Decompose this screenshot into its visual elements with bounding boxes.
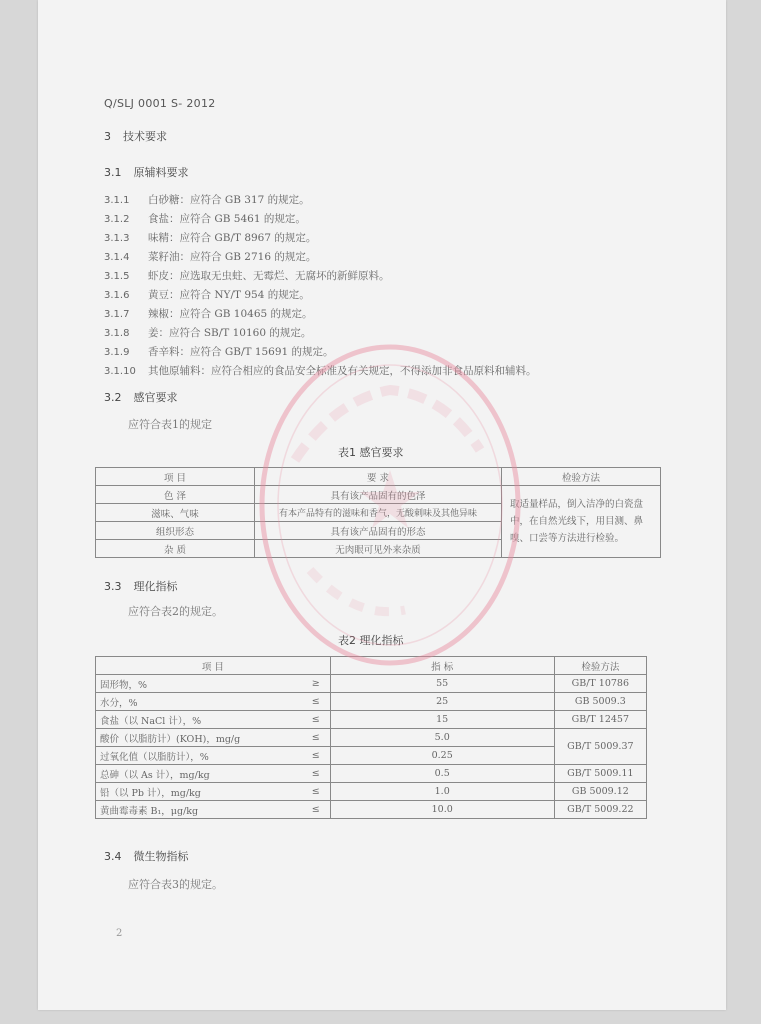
section-number: 3.1 xyxy=(104,166,122,179)
list-item: 3.1.1 白砂糖：应符合 GB 317 的规定。 xyxy=(104,194,310,206)
section-title: 感官要求 xyxy=(133,391,178,404)
table-row xyxy=(96,783,647,801)
list-item: 3.1.4 菜籽油：应符合 GB 2716 的规定。 xyxy=(104,251,317,263)
list-item: 3.1.8 姜：应符合 SB/T 10160 的规定。 xyxy=(104,327,312,339)
table-row xyxy=(96,801,647,819)
list-item: 3.1.3 味精：应符合 GB/T 8967 的规定。 xyxy=(104,232,317,244)
table-cell: 有本产品特有的滋味和香气，无酸刺味及其他异味 xyxy=(255,504,502,522)
table-cell-operator: ≤ xyxy=(302,729,331,747)
table-cell: 滋味、气味 xyxy=(96,504,255,522)
table-cell-item: 固形物，% xyxy=(96,675,302,693)
list-item: 3.1.9 香辛料：应符合 GB/T 15691 的规定。 xyxy=(104,346,334,358)
section-number: 3.3 xyxy=(104,580,122,593)
physicochemical-index-table xyxy=(95,656,647,819)
section-3-3-paragraph: 应符合表2的规定。 xyxy=(128,605,223,618)
document-code: Q/SLJ 0001 S- 2012 xyxy=(104,97,216,110)
table-cell-item: 食盐（以 NaCl 计），% xyxy=(96,711,302,729)
table-cell-value: 5.0 xyxy=(330,729,554,747)
table-cell: 色 泽 xyxy=(96,486,255,504)
table-header-cell: 检验方法 xyxy=(554,657,646,675)
table-cell: 杂 质 xyxy=(96,540,255,558)
table-cell-method: GB/T 5009.22 xyxy=(554,801,646,819)
table-cell-method: GB/T 5009.37 xyxy=(554,729,646,765)
table-cell-operator: ≤ xyxy=(302,711,331,729)
list-item: 3.1.7 辣椒：应符合 GB 10465 的规定。 xyxy=(104,308,313,320)
section-title: 技术要求 xyxy=(123,130,167,143)
table-row xyxy=(96,693,647,711)
table-cell-method: GB/T 10786 xyxy=(554,675,646,693)
table-cell-item: 酸价（以脂肪计）(KOH)，mg/g xyxy=(96,729,302,747)
section-title: 理化指标 xyxy=(133,580,178,593)
table-cell-operator: ≤ xyxy=(302,765,331,783)
table-header-cell: 项 目 xyxy=(96,468,255,486)
table-row xyxy=(96,729,647,747)
section-3-4-heading xyxy=(104,848,189,864)
table-cell: 组织形态 xyxy=(96,522,255,540)
table-cell-item: 总砷（以 As 计），mg/kg xyxy=(96,765,302,783)
table-cell-operator: ≤ xyxy=(302,783,331,801)
table-cell-operator: ≤ xyxy=(302,693,331,711)
table-header-cell: 检验方法 xyxy=(502,468,661,486)
table1-caption: 表1 感官要求 xyxy=(338,446,404,459)
table-cell-operator: ≤ xyxy=(302,801,331,819)
list-item: 3.1.6 黄豆：应符合 NY/T 954 的规定。 xyxy=(104,289,310,301)
table-cell-method: GB 5009.12 xyxy=(554,783,646,801)
section-3-2-paragraph: 应符合表1的规定 xyxy=(128,418,212,431)
section-number: 3.2 xyxy=(104,391,122,404)
table-cell-operator: ≤ xyxy=(302,747,331,765)
table-header-row xyxy=(96,468,661,486)
section-3-1-heading xyxy=(104,164,189,180)
table-cell-method: GB 5009.3 xyxy=(554,693,646,711)
table-cell: 具有该产品固有的色泽 xyxy=(255,486,502,504)
table-cell-item: 过氧化值（以脂肪计），% xyxy=(96,747,302,765)
table-cell-value: 0.25 xyxy=(330,747,554,765)
table2-caption: 表2 理化指标 xyxy=(338,634,404,647)
section-title: 微生物指标 xyxy=(133,850,189,863)
section-3-4-paragraph: 应符合表3的规定。 xyxy=(128,878,223,891)
section-number: 3.4 xyxy=(104,850,122,863)
table-row xyxy=(96,765,647,783)
page-number: 2 xyxy=(116,928,123,939)
table-header-cell: 要 求 xyxy=(255,468,502,486)
table-row xyxy=(96,711,647,729)
table-row xyxy=(96,486,661,504)
table-header-cell: 项 目 xyxy=(96,657,331,675)
section-3-3-heading xyxy=(104,578,178,594)
table-cell-value: 25 xyxy=(330,693,554,711)
table-header-row xyxy=(96,657,647,675)
section-number: 3 xyxy=(104,130,111,143)
table-cell: 无肉眼可见外来杂质 xyxy=(255,540,502,558)
sensory-requirements-table xyxy=(95,467,661,558)
table-row xyxy=(96,675,647,693)
table-cell-value: 15 xyxy=(330,711,554,729)
table-cell-value: 55 xyxy=(330,675,554,693)
list-item: 3.1.5 虾皮：应选取无虫蛀、无霉烂、无腐坏的新鲜原料。 xyxy=(104,270,390,282)
section-3-heading xyxy=(104,128,167,144)
list-item: 3.1.2 食盐：应符合 GB 5461 的规定。 xyxy=(104,213,306,225)
table-cell-item: 黄曲霉毒素 B₁，μg/kg xyxy=(96,801,302,819)
table-cell: 具有该产品固有的形态 xyxy=(255,522,502,540)
table-cell-item: 水分，% xyxy=(96,693,302,711)
table-cell-value: 0.5 xyxy=(330,765,554,783)
table-cell-method: 取适量样品，倒入洁净的白瓷盘中，在自然光线下，用目测、鼻嗅、口尝等方法进行检验。 xyxy=(502,486,661,558)
section-3-2-heading xyxy=(104,389,178,405)
table-cell-method: GB/T 12457 xyxy=(554,711,646,729)
table-cell-item: 铅（以 Pb 计），mg/kg xyxy=(96,783,302,801)
table-header-cell: 指 标 xyxy=(330,657,554,675)
table-cell-method: GB/T 5009.11 xyxy=(554,765,646,783)
list-item: 3.1.10 其他原辅料：应符合相应的食品安全标准及有关规定，不得添加非食品原料和辅料。 xyxy=(104,365,537,377)
section-title: 原辅料要求 xyxy=(133,166,189,179)
table-cell-operator: ≥ xyxy=(302,675,331,693)
table-cell-value: 10.0 xyxy=(330,801,554,819)
table-cell-value: 1.0 xyxy=(330,783,554,801)
